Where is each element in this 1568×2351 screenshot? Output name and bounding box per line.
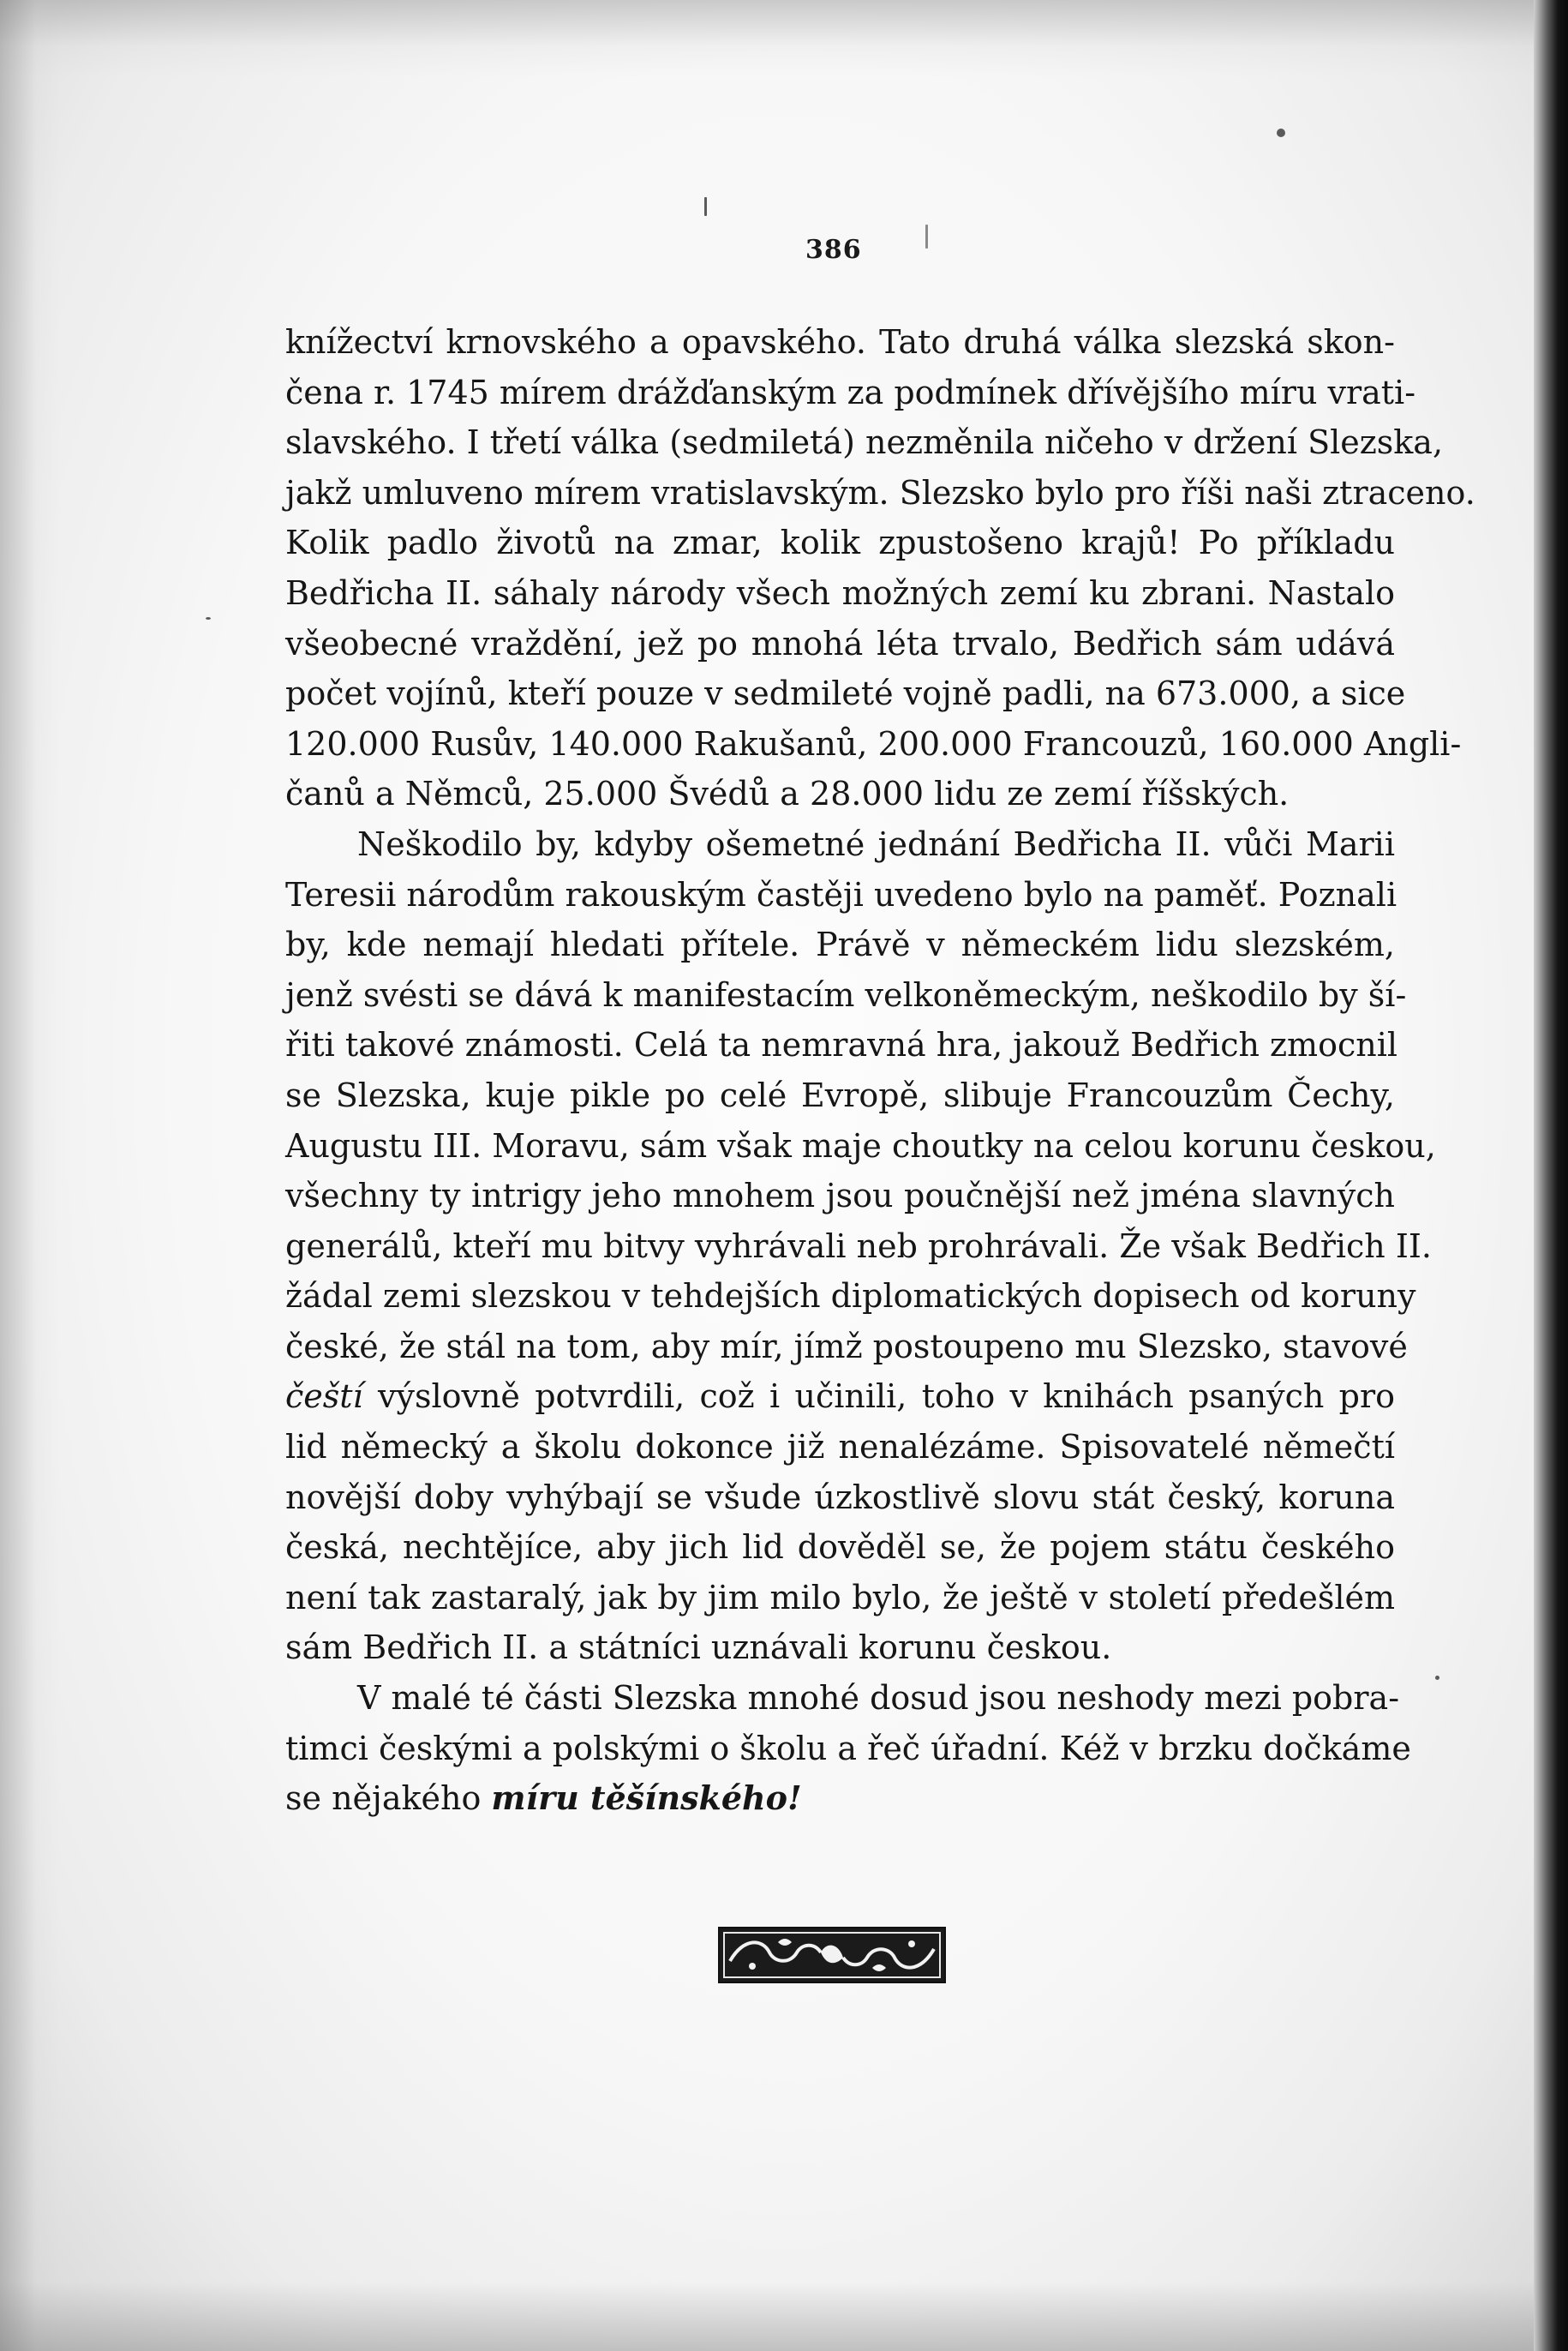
scan-shadow-top — [0, 0, 1568, 77]
text-line: jenž svésti se dává k manifestacím velkoněmeckým, neškodilo by ší- — [285, 975, 1407, 1014]
text-line: řiti takové známosti. Celá ta nemravná hra, jakouž Bedřich zmocnil — [285, 1026, 1398, 1065]
text-line: lid německý a školu dokonce již nenalézáme. Spisovatelé němečtí — [285, 1428, 1395, 1466]
scan-shadow-left — [0, 0, 60, 2351]
italic-emphasis: čeští — [285, 1377, 363, 1416]
scan-shadow-bottom — [0, 2282, 1568, 2351]
paragraph-start-line: V malé té části Slezska mnohé dosud jsou neshody mezi pobra- — [357, 1679, 1400, 1718]
text-line: Bedřicha II. sáhaly národy všech možných zemí ku zbrani. Nastalo — [285, 573, 1395, 612]
text-line: české, že stál na tom, aby mír, jímž postoupeno mu Slezsko, stavové — [285, 1327, 1408, 1365]
text-line: čena r. 1745 mírem drážďanským za podmínek dřívějšího míru vrati- — [285, 373, 1416, 411]
text-line: Kolik padlo životů na zmar, kolik zpustošeno krajů! Po příkladu — [285, 524, 1395, 562]
text-line: čanů a Němců, 25.000 Švédů a 28.000 lidu ze zemí říšských. — [285, 775, 1290, 813]
scan-speck — [1277, 129, 1285, 137]
ornament-dot-right — [908, 1940, 915, 1947]
scan-speck — [206, 617, 211, 620]
text-line: česká, nechtějíce, aby jich lid dověděl se, že pojem státu českého — [285, 1528, 1395, 1567]
text-line: se Slezska, kuje pikle po celé Evropě, slibuje Francouzům Čechy, — [285, 1076, 1395, 1114]
text-line: není tak zastaralý, jak by jim milo bylo, že ještě v století předešlém — [285, 1578, 1395, 1616]
text-line: 120.000 Rusův, 140.000 Rakušanů, 200.000 Francouzů, 160.000 Angli- — [285, 724, 1462, 763]
italic-emphasis: míru těšínského! — [491, 1778, 802, 1818]
ornament-dot-left — [749, 1963, 756, 1970]
text-line — [285, 1773, 1395, 1824]
scan-speck — [704, 197, 707, 216]
scan-speck — [1435, 1676, 1439, 1680]
text-line: by, kde nemají hledati přítele. Právě v německém lidu slezském, — [285, 926, 1395, 964]
text-line: knížectví krnovského a opavského. Tato druhá válka slezská skon- — [285, 323, 1395, 361]
text-run: se nějakého — [285, 1779, 492, 1818]
text-line: žádal zemi slezskou v tehdejších diplomatických dopisech od koruny — [285, 1277, 1416, 1316]
text-line: sám Bedřich II. a státníci uznávali korunu českou. — [285, 1628, 1112, 1667]
text-line: Teresii národům rakouským častěji uvedeno bylo na paměť. Poznali — [285, 875, 1397, 914]
text-line: novější doby vyhýbají se všude úzkostlivě slovu stát český, koruna — [285, 1478, 1395, 1516]
decorative-tailpiece-ornament — [718, 1927, 946, 1983]
text-line — [285, 1371, 1395, 1422]
text-line: timci českými a polskými o školu a řeč úřadní. Kéž v brzku dočkáme — [285, 1729, 1411, 1767]
text-line: Augustu III. Moravu, sám však maje choutky na celou korunu českou, — [285, 1126, 1436, 1165]
page-number: 386 — [805, 235, 862, 265]
text-line: všechny ty intrigy jeho mnohem jsou poučnější než jména slavných — [285, 1177, 1395, 1215]
text-line: slavského. I třetí válka (sedmiletá) nezměnila ničeho v držení Slezska, — [285, 423, 1444, 462]
scan-edge-right — [1534, 0, 1568, 2351]
paragraph-start-line: Neškodilo by, kdyby ošemetné jednání Bedřicha II. vůči Marii — [357, 825, 1395, 863]
text-run: výslovně potvrdili, což i učinili, toho v knihách psaných pro — [362, 1377, 1395, 1416]
text-line: jakž umluveno mírem vratislavským. Slezsko bylo pro říši naši ztraceno. — [285, 473, 1475, 512]
text-line: generálů, kteří mu bitvy vyhrávali neb prohrávali. Že však Bedřich II. — [285, 1226, 1432, 1265]
body-text — [285, 317, 1475, 1824]
text-line: počet vojínů, kteří pouze v sedmileté vojně padli, na 673.000, a sice — [285, 675, 1406, 713]
scan-speck — [925, 225, 928, 249]
text-line: všeobecné vraždění, jež po mnohá léta trvalo, Bedřich sám udává — [285, 624, 1395, 663]
